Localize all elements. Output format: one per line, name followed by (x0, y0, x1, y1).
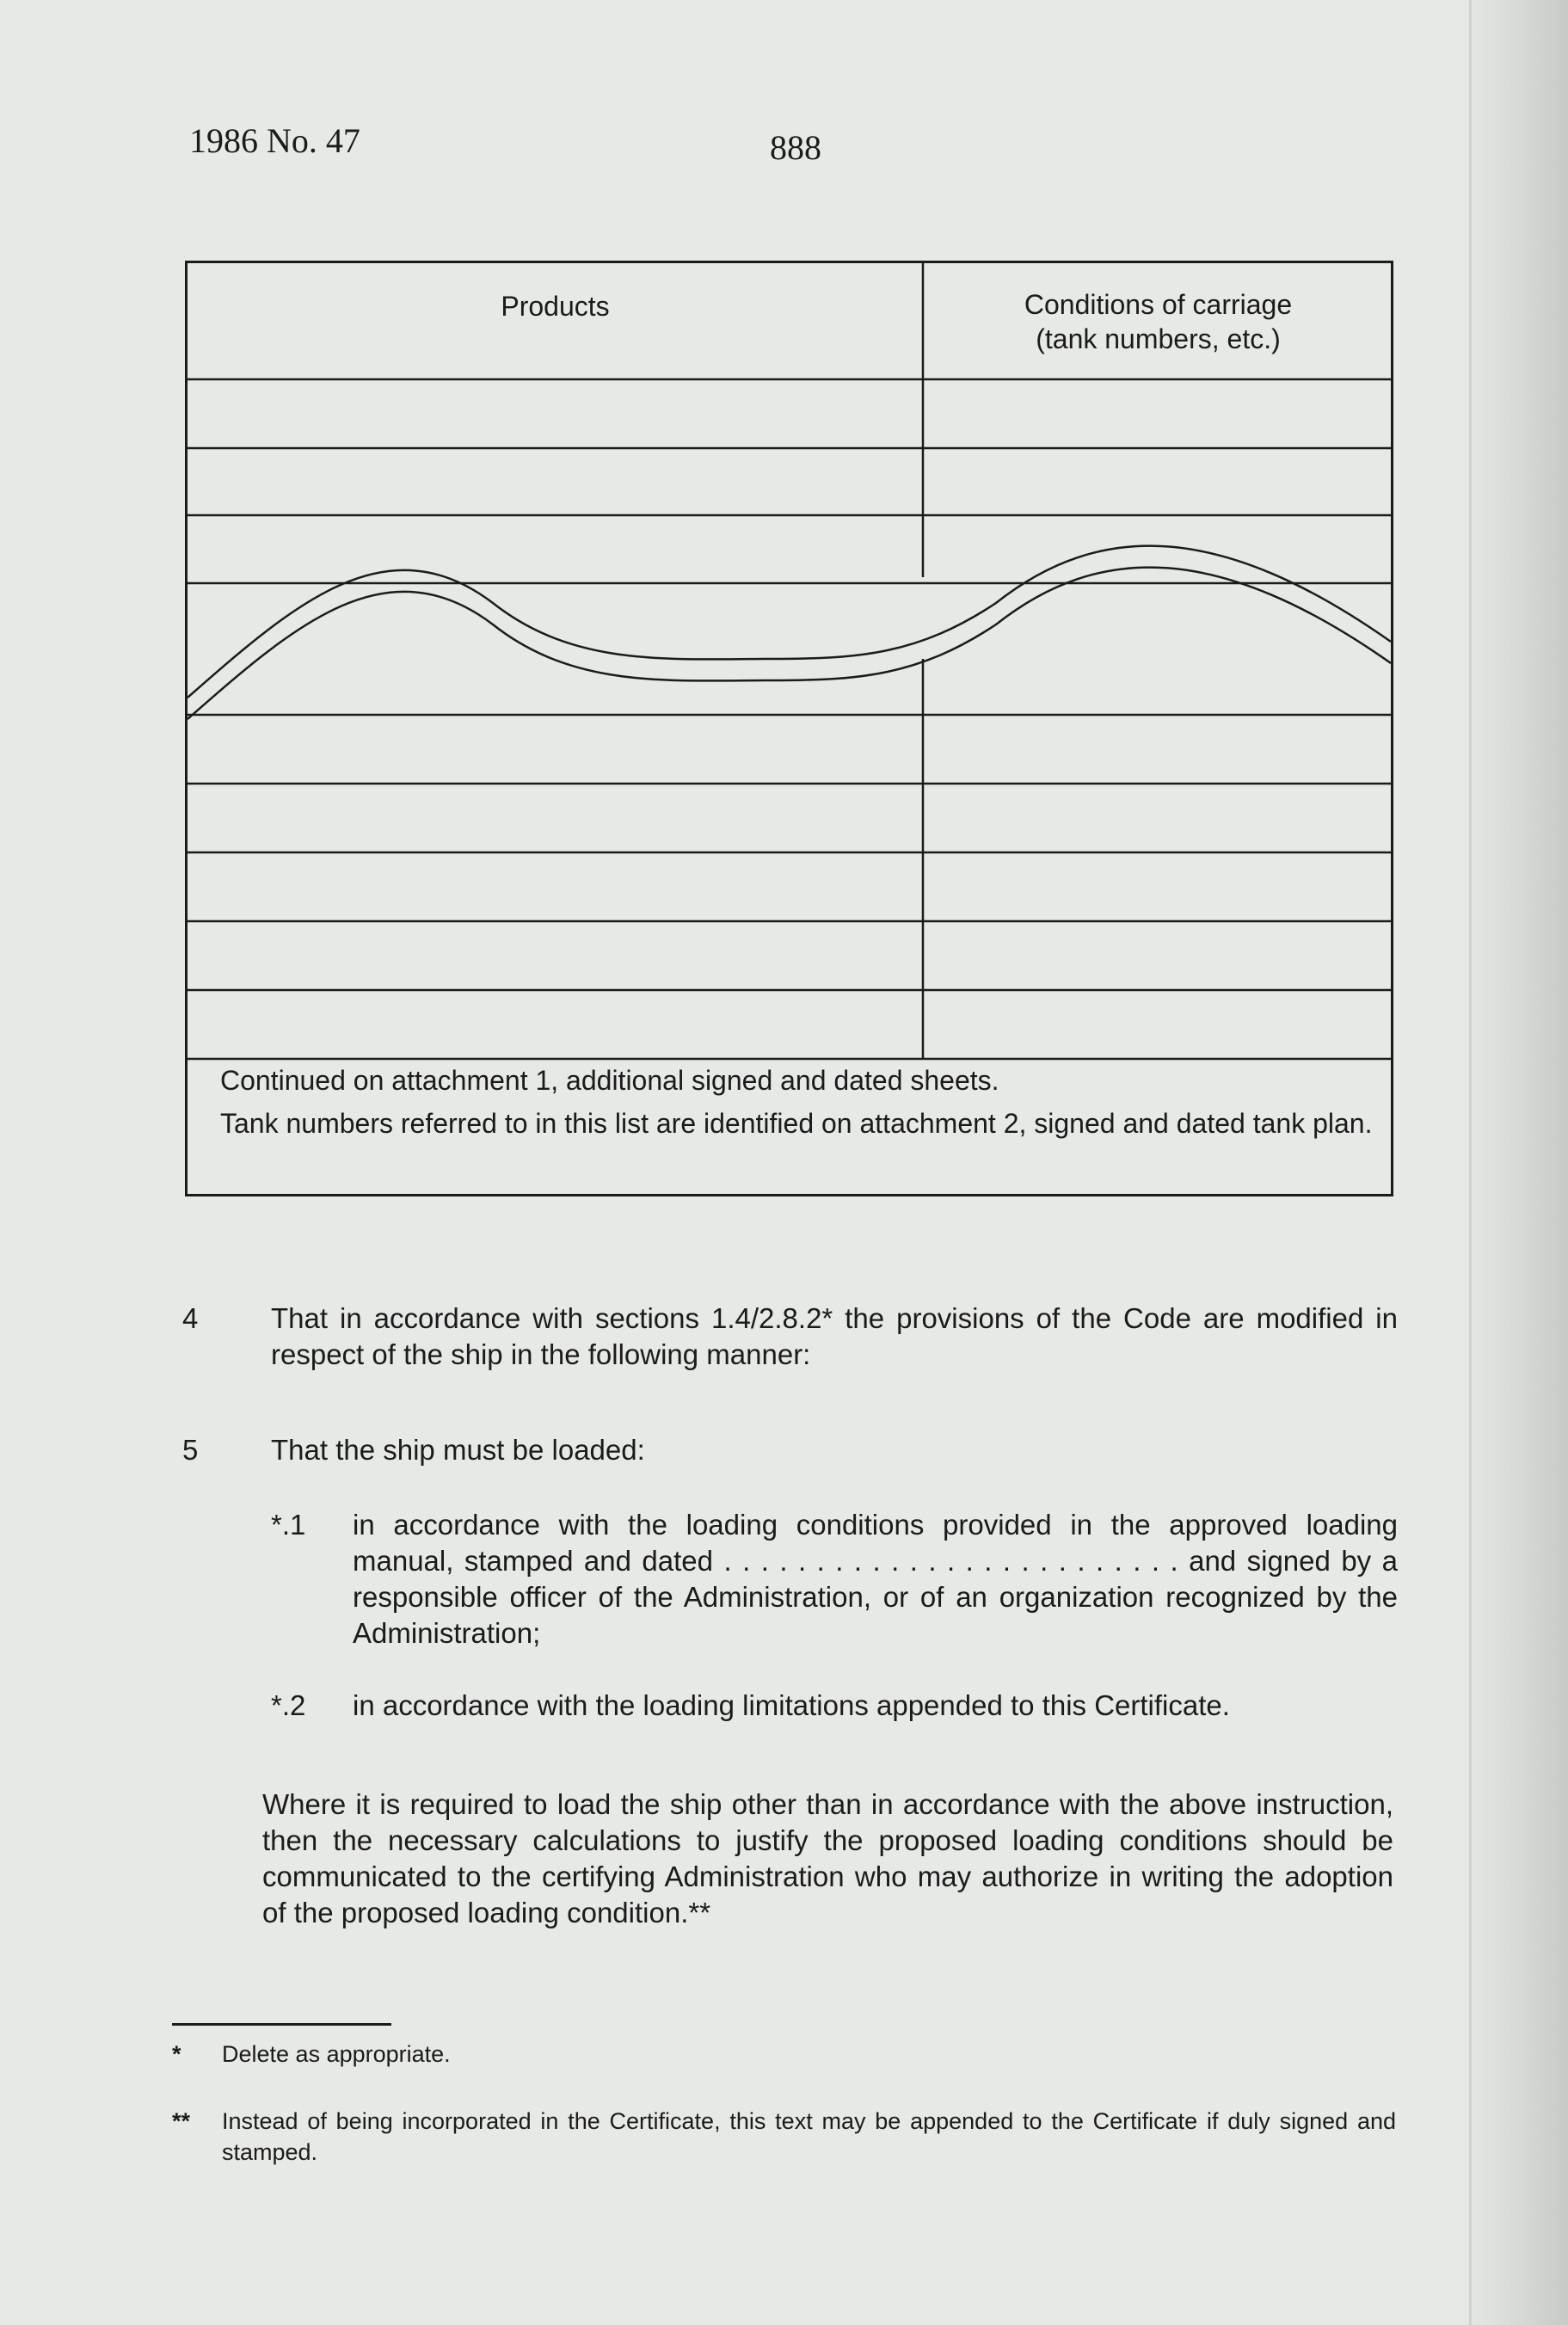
page-spine-shadow (1462, 0, 1568, 2325)
item-2-number: *.2 (271, 1689, 306, 1721)
products-table (185, 261, 1393, 1196)
item-1-number: *.1 (271, 1509, 306, 1541)
footnote-1-mark: * (172, 2041, 181, 2067)
section-4-number: 4 (182, 1302, 199, 1334)
footnote-rule (172, 2023, 391, 2026)
item-1-text: in accordance with the loading conditions provided in the approved loading manual, stamped and dated . . . . . . . . . . . . . . . . . . . . . . . . . and signed by a responsible officer of the Administration, or of an organization recognized by the Administration; (353, 1509, 1398, 1649)
table-note-attachment2: Tank numbers referred to in this list are identified on attachment 2, signed and dated tank plan. (220, 1108, 1373, 1139)
page-spine-line (1469, 0, 1472, 2325)
column-header-conditions-line2: (tank numbers, etc.) (1036, 323, 1281, 354)
footnote-2-mark: ** (172, 2108, 191, 2134)
section-5-text: That the ship must be loaded: (271, 1434, 645, 1466)
column-header-conditions (923, 287, 1393, 356)
footnote-1-text: Delete as appropriate. (222, 2041, 451, 2067)
loading-instruction-paragraph: Where it is required to load the ship other than in accordance with the above instruction, then the necessary calculations to justify the proposed loading conditions should be communicated to the certifying Administration who may authorize in writing the adoption of the proposed loading condition.** (262, 1788, 1393, 1928)
table-grid-lines (188, 263, 1391, 1194)
item-2-text: in accordance with the loading limitations appended to this Certificate. (353, 1689, 1230, 1721)
footnote-2-text: Instead of being incorporated in the Certificate, this text may be appended to the Certificate if duly signed and stamped. (222, 2108, 1396, 2165)
column-header-conditions-line1: Conditions of carriage (1024, 289, 1293, 320)
table-footer-note (220, 1063, 1373, 1149)
page-number: 888 (770, 128, 821, 167)
document-reference: 1986 No. 47 (189, 121, 360, 160)
table-note-attachment1: Continued on attachment 1, additional signed and dated sheets. (220, 1065, 999, 1096)
section-4-text: That in accordance with sections 1.4/2.8.2* the provisions of the Code are modified in respect of the ship in the following manner: (271, 1302, 1398, 1370)
section-5-number: 5 (182, 1434, 199, 1466)
column-header-products: Products (501, 291, 610, 322)
